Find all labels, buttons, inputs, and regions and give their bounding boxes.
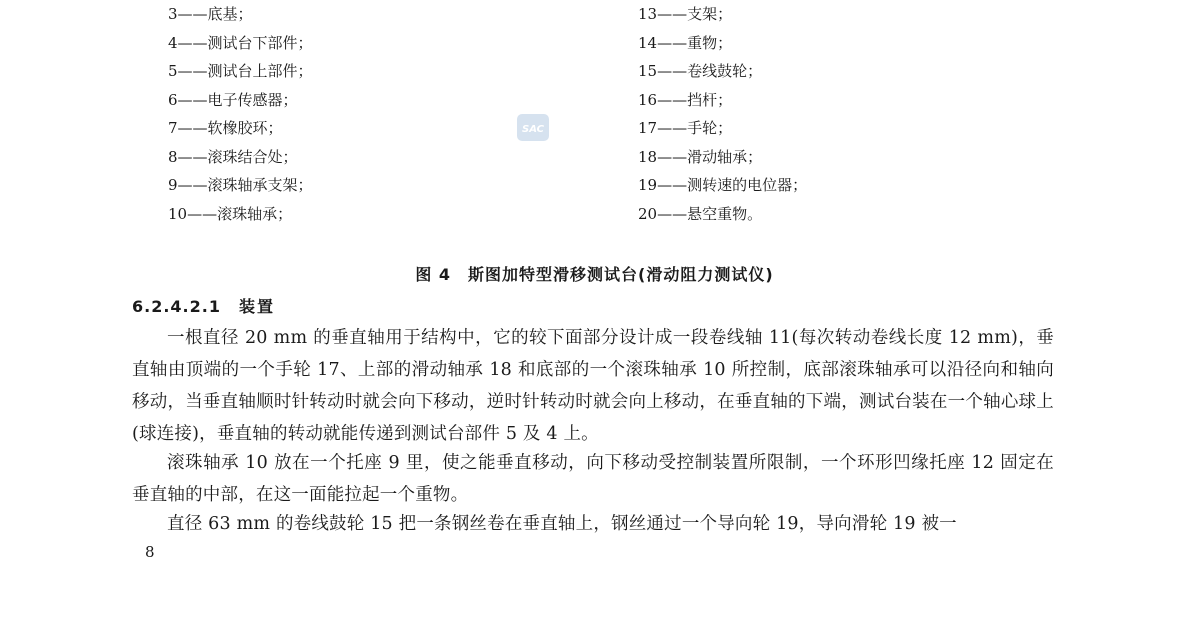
- figure-caption: 图 4 斯图加特型滑移测试台(滑动阻力测试仪): [415, 265, 774, 284]
- page-number: 8: [145, 543, 155, 561]
- sac-watermark-logo: [517, 114, 549, 141]
- svg-text:SAC: SAC: [522, 123, 544, 135]
- paragraph-text: 滚珠轴承 10 放在一个托座 9 里，使之能垂直移动，向下移动受控制装置所限制，一个环形凹缘托座 12 固定在垂直轴的中部，在这一面能拉起一个重物。: [132, 453, 1054, 505]
- legend-item: 8——滚珠结合处；: [168, 147, 298, 166]
- legend-item: 17——手轮；: [638, 119, 733, 137]
- legend-item: 16——挡杆；: [638, 90, 733, 109]
- paragraph-text: 直径 63 mm 的卷线鼓轮 15 把一条钢丝卷在垂直轴上，钢丝通过一个导向轮 19，导向滑轮 19 被一: [167, 514, 957, 534]
- paragraph-text: 一根直径 20 mm 的垂直轴用于结构中，它的较下面部分设计成一段卷线轴 11(每次转动卷线长度 12 mm)，垂直轴由顶端的一个手轮 17、上部的滑动轴承 18 和底部的一个滚珠轴承 10 所控制，底部滚珠轴承可以沿径向和轴向移动，当垂直轴顺时针转动时就会向下移动，逆时针转动时就会向上移动，在垂直轴的下端，测试台装在一个轴心球上(球连接)，垂直轴的转动就能传递到测试台部件 5 及 4 上。: [132, 328, 1054, 444]
- section-title: 装置: [238, 297, 275, 316]
- legend-item: 5——测试台上部件；: [168, 62, 313, 80]
- legend-item: 7——软橡胶环；: [168, 119, 283, 137]
- legend-item: 9——滚珠轴承支架；: [168, 176, 313, 194]
- legend-item: 10——滚珠轴承；: [168, 204, 293, 223]
- section-heading: [132, 294, 275, 317]
- figure-legend-right: [638, 0, 807, 228]
- body-paragraph: [132, 322, 1054, 450]
- body-paragraph: [132, 508, 1054, 540]
- body-paragraph: [132, 447, 1054, 511]
- legend-item: 19——测转速的电位器；: [638, 176, 808, 194]
- sac-logo-icon: [518, 121, 548, 135]
- legend-item: 4——测试台下部件；: [168, 33, 313, 52]
- legend-item: 13——支架；: [638, 5, 733, 23]
- legend-item: 20——悬空重物。: [638, 204, 763, 223]
- section-number: 6.2.4.2.1: [132, 297, 221, 316]
- legend-item: 15——卷线鼓轮；: [638, 62, 763, 80]
- legend-item: 3——底基；: [168, 5, 253, 23]
- legend-item: 18——滑动轴承；: [638, 147, 763, 166]
- figure-legend-left: [168, 0, 313, 228]
- legend-item: 6——电子传感器；: [168, 90, 298, 109]
- legend-item: 14——重物；: [638, 33, 733, 52]
